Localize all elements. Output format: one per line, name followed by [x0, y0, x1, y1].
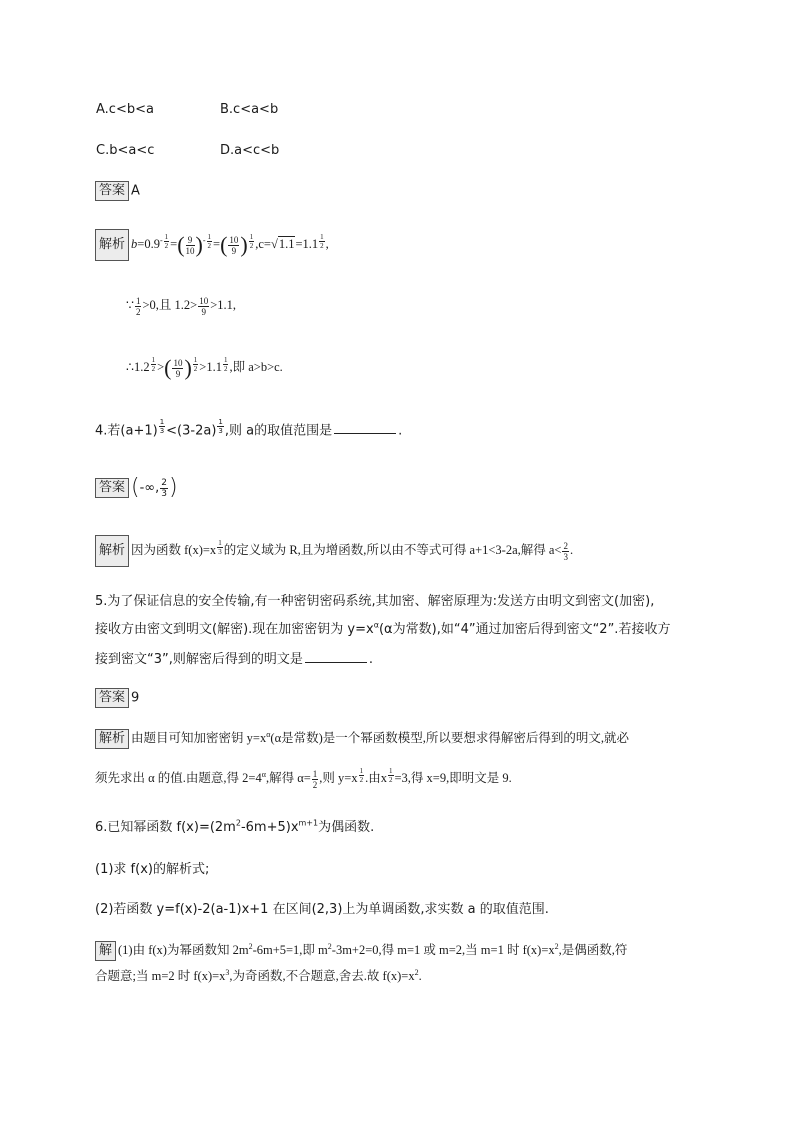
q5-analysis-line2: 须先求出 α 的值.由题意,得 $2=4^\alpha$,解得 α= $\frac{1}{2}$ ,则 y=x $^{\frac{1}{2}}$ .由x $^{\frac{1}{2}}$ =3,得 x=9,即明文是 9.	[95, 766, 512, 790]
answer-blank[interactable]	[334, 419, 396, 434]
analysis-tag: 解析	[95, 729, 129, 749]
option-c: C.b<a<c	[96, 143, 155, 158]
q5-stem-line2: 接收方由密文到明文(解密).现在加密密钥为 $y=x^\alpha(\alpha$为常数),如“4”通过加密后得到密文“2”.若接收方	[95, 620, 671, 637]
q6-solution-line1: 解 (1)由 f(x)为幂函数知 $2m^2-6m+5=1$,即 $m^2-3m+2=0$,得 m=1 或 m=2,当 m=1 时 $f(x)=x^2$,是偶函数,符	[95, 940, 627, 961]
q3-analysis-line1: 解析 $b=0.9^{- \frac{1}{2}}$ =( $\frac{9}{10}$ )$^{- \frac{1}{2}}$ =( $\frac{10}{9}$ ) $^{\frac{1}{2}}$ ,c=√1.1=1.1 $^{\frac{1}{2}}$ ,	[95, 229, 329, 261]
q4-stem: 4.若(a+1) $^{\frac{1}{3}}$ <(3-2a) $^{\frac{1}{3}}$ ,则 a的取值范围是 .	[95, 418, 403, 439]
q3-analysis-line2: ∵ $\frac{1}{2}$ >0,且 1.2> $\frac{10}{9}$ >1.1,	[126, 295, 236, 317]
q6-part2: (2)若函数 y=f(x)-2(a-1)x+1 在区间(2,3)上为单调函数,求实数 a 的取值范围.	[95, 902, 549, 917]
analysis-tag: 解析	[95, 535, 129, 567]
solution-tag: 解	[95, 941, 116, 961]
q3-analysis-line3: ∴1.2 $^{\frac{1}{2}}$ >( $\frac{10}{9}$ ) $^{\frac{1}{2}}$ >1.1 $^{\frac{1}{2}}$ ,即 a>b>c.	[126, 355, 283, 381]
q4-answer: 答案 (-∞, $\frac{2}{3}$ )	[95, 474, 178, 503]
answer-tag: 答案	[95, 688, 129, 708]
q3-answer: 答案 A	[95, 181, 140, 202]
option-b: B.c<a<b	[220, 102, 279, 117]
answer-blank[interactable]	[305, 648, 367, 663]
analysis-tag: 解析	[95, 229, 129, 261]
option-a: A.c<b<a	[96, 102, 154, 117]
q5-stem-line3: 接到密文“3”,则解密后得到的明文是 .	[95, 648, 373, 670]
q6-stem: 6.已知幂函数 $f(x)=(2m^2-6m+5)x^{m+1}$为偶函数.	[95, 818, 375, 835]
q4-analysis: 解析 因为函数 f(x)=x $^{\frac{1}{3}}$ 的定义域为 R,且为增函数,所以由不等式可得 a+1<3-2a,解得 a< $\frac{2}{3}$ .	[95, 535, 573, 567]
q5-analysis-line1: 解析 由题目可知加密密钥 $y=x^\alpha(\alpha$是常数)是一个幂函数模型,所以要想求得解密后得到的明文,就必	[95, 728, 629, 749]
q6-solution-line2: 合题意;当 m=2 时 $f(x)=x^3$,为奇函数,不合题意,舍去.故 $f(x)=x^2$.	[95, 967, 422, 983]
q6-part1: (1)求 f(x)的解析式;	[95, 862, 210, 877]
q5-stem-line1: 5.为了保证信息的安全传输,有一种密钥密码系统,其加密、解密原理为:发送方由明文到密文(加密),	[95, 594, 655, 609]
option-d: D.a<c<b	[220, 143, 280, 158]
q5-answer: 答案 9	[95, 688, 139, 709]
answer-tag: 答案	[95, 478, 129, 498]
answer-tag: 答案	[95, 181, 129, 201]
